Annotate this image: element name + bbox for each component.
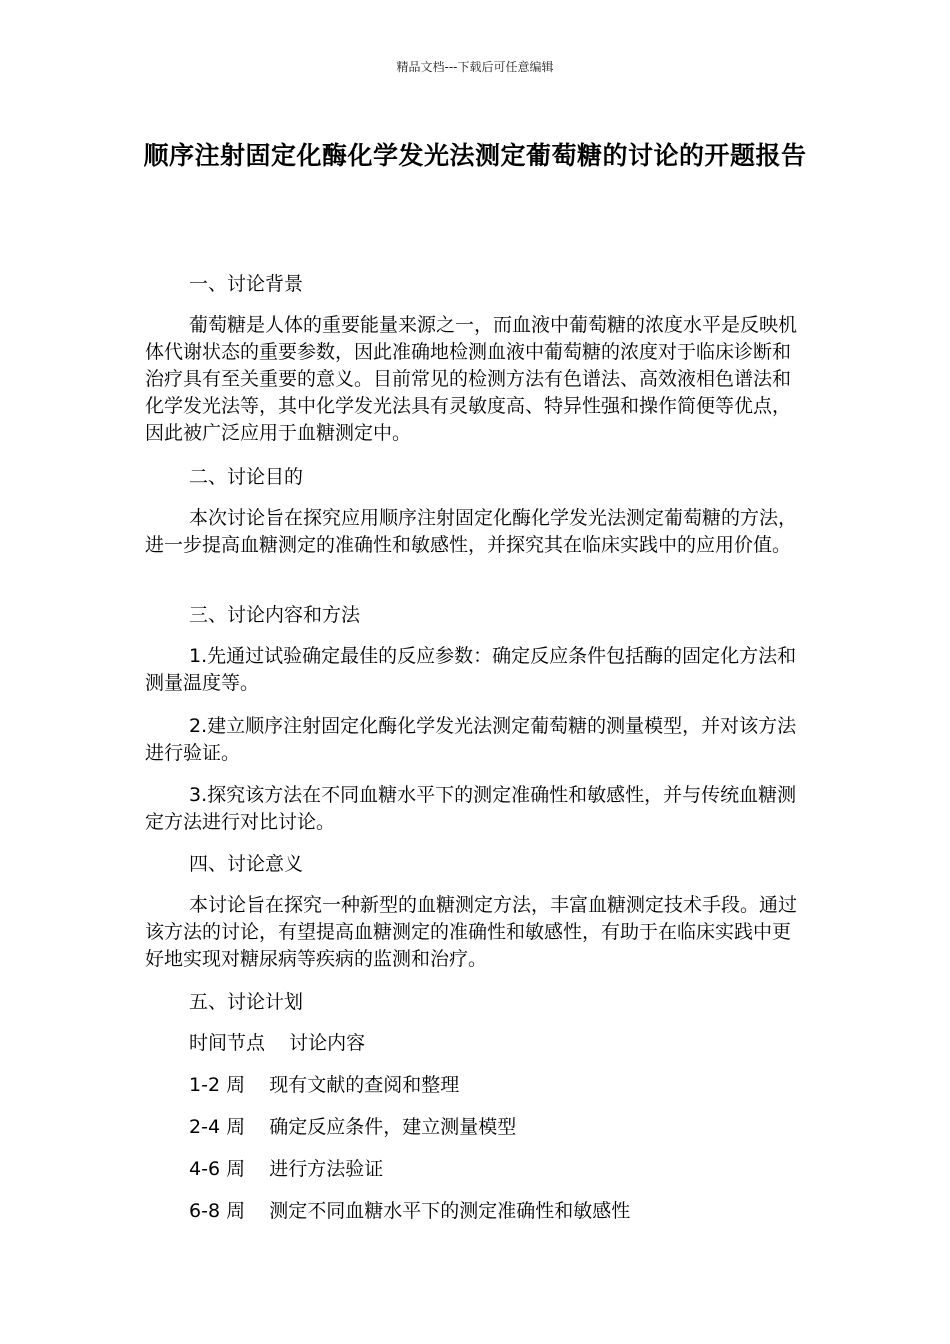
document-title: 顺序注射固定化酶化学发光法测定葡萄糖的讨论的开题报告 (143, 141, 807, 170)
section-heading-significance: 四、讨论意义 (189, 853, 304, 875)
plan-row: 4-6 周 进行方法验证 (189, 1158, 384, 1180)
plan-row: 1-2 周 现有文献的查阅和整理 (189, 1074, 460, 1096)
section-heading-background: 一、讨论背景 (189, 273, 304, 295)
paragraph-method-2: 2.建立顺序注射固定化酶化学发光法测定葡萄糖的测量模型，并对该方法进行验证。 (145, 715, 797, 764)
section-heading-purpose: 二、讨论目的 (189, 466, 304, 488)
paragraph-method-1: 1.先通过试验确定最佳的反应参数：确定反应条件包括酶的固定化方法和测量温度等。 (145, 645, 797, 694)
plan-row: 2-4 周 确定反应条件，建立测量模型 (189, 1116, 517, 1138)
paragraph-purpose: 本次讨论旨在探究应用顺序注射固定化酶化学发光法测定葡萄糖的方法，进一步提高血糖测定的准确性和敏感性，并探究其在临床实践中的应用价值。 (145, 507, 798, 556)
section-heading-plan: 五、讨论计划 (189, 991, 304, 1013)
plan-header-row: 时间节点 讨论内容 (189, 1032, 366, 1054)
paragraph-background: 葡萄糖是人体的重要能量来源之一，而血液中葡萄糖的浓度水平是反映机体代谢状态的重要参数，因此准确地检测血液中葡萄糖的浓度对于临床诊断和治疗具有至关重要的意义。目前常见的检测方法有色谱法、高效液相色谱法和化学发光法等，其中化学发光法具有灵敏度高、特异性强和操作简便等优点，因此被广泛应用于血糖测定中。 (145, 314, 798, 444)
section-heading-methods: 三、讨论内容和方法 (189, 604, 361, 626)
paragraph-significance: 本讨论旨在探究一种新型的血糖测定方法，丰富血糖测定技术手段。通过该方法的讨论，有望提高血糖测定的准确性和敏感性，有助于在临床实践中更好地实现对糖尿病等疾病的监测和治疗。 (145, 894, 798, 970)
header-watermark: 精品文档---下载后可任意编辑 (396, 60, 554, 74)
paragraph-method-3: 3.探究该方法在不同血糖水平下的测定准确性和敏感性，并与传统血糖测定方法进行对比讨论。 (145, 784, 797, 833)
plan-row: 6-8 周 测定不同血糖水平下的测定准确性和敏感性 (189, 1200, 631, 1222)
